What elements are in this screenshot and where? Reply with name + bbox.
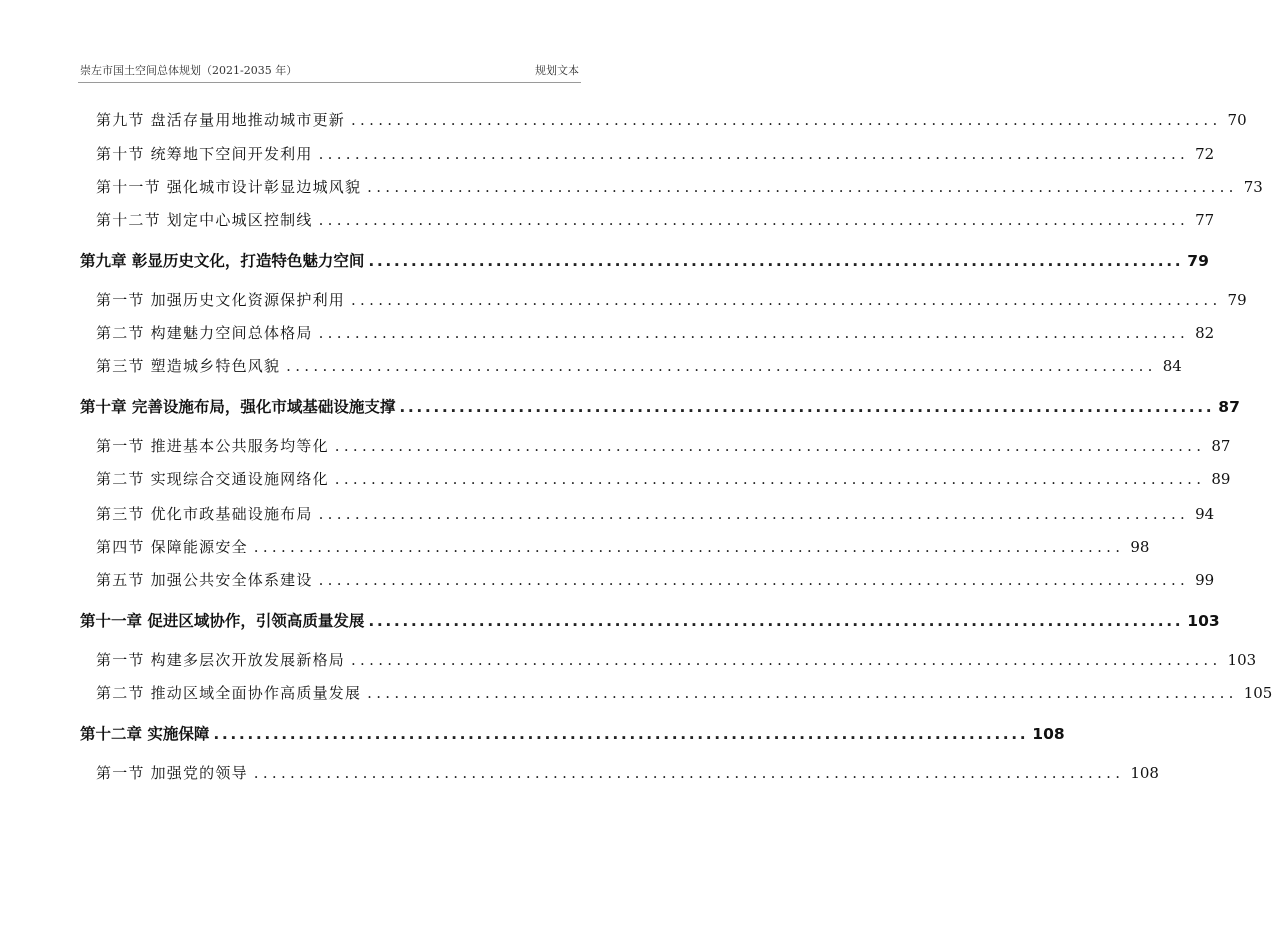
toc-entry-page: 87 xyxy=(1211,437,1231,455)
toc-entry-page: 84 xyxy=(1162,357,1182,375)
toc-entry[interactable] xyxy=(96,468,1231,490)
toc-entry-title: 第十一节 强化城市设计彰显边城风貌 xyxy=(96,178,362,196)
toc-entry[interactable] xyxy=(96,355,1182,377)
toc-chapter-entry[interactable] xyxy=(80,396,1240,418)
toc-entry-page: 72 xyxy=(1195,145,1215,163)
document-title: 崇左市国土空间总体规划（2021-2035 年） xyxy=(80,64,298,77)
toc-entry[interactable] xyxy=(96,536,1150,558)
toc-entry[interactable] xyxy=(96,109,1247,131)
toc-entry-page: 99 xyxy=(1195,571,1215,589)
toc-entry-title: 第五节 加强公共安全体系建设 xyxy=(96,571,313,589)
document-type: 规划文本 xyxy=(535,64,579,77)
toc-entry-page: 108 xyxy=(1130,764,1159,782)
toc-entry-title: 第一节 推进基本公共服务均等化 xyxy=(96,437,329,455)
toc-entry-title: 第一节 加强党的领导 xyxy=(96,764,248,782)
toc-entry-title: 第二节 推动区域全面协作高质量发展 xyxy=(96,684,362,702)
toc-entry-page: 103 xyxy=(1227,651,1257,669)
toc-entry-page: 77 xyxy=(1195,211,1215,229)
toc-entry[interactable] xyxy=(96,289,1247,311)
toc-leader-dots: ................................................................................................ xyxy=(318,505,1190,523)
toc-leader-dots: ................................................................................................ xyxy=(350,291,1222,309)
toc-entry-title: 第三节 塑造城乡特色风貌 xyxy=(96,357,281,375)
toc-chapter-page: 87 xyxy=(1218,398,1240,416)
toc-chapter-page: 108 xyxy=(1032,725,1065,743)
toc-leader-dots: ................................................................................................ xyxy=(318,324,1190,342)
toc-entry-title: 第九节 盘活存量用地推动城市更新 xyxy=(96,111,345,129)
toc-entry[interactable] xyxy=(96,503,1215,525)
toc-entry-title: 第二节 构建魅力空间总体格局 xyxy=(96,324,313,342)
toc-leader-dots: ................................................................................................ xyxy=(334,437,1206,455)
toc-entry[interactable] xyxy=(96,435,1231,457)
toc-entry-title: 第三节 优化市政基础设施布局 xyxy=(96,505,313,523)
toc-leader-dots: ................................................................................................ xyxy=(350,111,1222,129)
toc-entry-title: 第十二节 划定中心城区控制线 xyxy=(96,211,313,229)
toc-chapter-title: 第十章 完善设施布局，强化市域基础设施支撑 xyxy=(80,398,396,416)
toc-leader-dots: ................................................................................................ xyxy=(368,252,1184,270)
toc-leader-dots: ................................................................................................ xyxy=(318,145,1190,163)
toc-leader-dots: ................................................................................................ xyxy=(368,612,1184,630)
toc-chapter-title: 第十二章 实施保障 xyxy=(80,725,210,743)
toc-entry[interactable] xyxy=(96,322,1215,344)
header-divider xyxy=(78,82,581,83)
toc-entry-title: 第四节 保障能源安全 xyxy=(96,538,248,556)
toc-leader-dots: ................................................................................................ xyxy=(367,684,1238,702)
toc-chapter-page: 79 xyxy=(1187,252,1209,270)
toc-leader-dots: ................................................................................................ xyxy=(334,470,1206,488)
toc-entry-page: 79 xyxy=(1227,291,1247,309)
toc-entry[interactable] xyxy=(96,209,1215,231)
toc-entry[interactable] xyxy=(96,176,1263,198)
toc-entry[interactable] xyxy=(96,143,1215,165)
toc-entry-page: 70 xyxy=(1227,111,1247,129)
page-header xyxy=(80,62,579,78)
toc-chapter-entry[interactable] xyxy=(80,723,1065,745)
toc-chapter-entry[interactable] xyxy=(80,610,1220,632)
toc-chapter-entry[interactable] xyxy=(80,250,1209,272)
toc-entry-title: 第一节 构建多层次开放发展新格局 xyxy=(96,651,345,669)
toc-chapter-title: 第十一章 促进区域协作，引领高质量发展 xyxy=(80,612,365,630)
toc-leader-dots: ................................................................................................ xyxy=(318,211,1190,229)
toc-leader-dots: ................................................................................................ xyxy=(286,357,1157,375)
toc-leader-dots: ................................................................................................ xyxy=(350,651,1222,669)
toc-entry[interactable] xyxy=(96,569,1215,591)
toc-leader-dots: ................................................................................................ xyxy=(253,764,1125,782)
toc-leader-dots: ................................................................................................ xyxy=(367,178,1238,196)
toc-entry-title: 第一节 加强历史文化资源保护利用 xyxy=(96,291,345,309)
toc-entry[interactable] xyxy=(96,649,1257,671)
toc-leader-dots: ................................................................................................ xyxy=(213,725,1029,743)
toc-entry-page: 94 xyxy=(1195,505,1215,523)
toc-chapter-title: 第九章 彰显历史文化，打造特色魅力空间 xyxy=(80,252,365,270)
toc-leader-dots: ................................................................................................ xyxy=(399,398,1215,416)
toc-entry-page: 98 xyxy=(1130,538,1150,556)
toc-chapter-page: 103 xyxy=(1187,612,1220,630)
toc-entry-page: 82 xyxy=(1195,324,1215,342)
toc-entry-page: 89 xyxy=(1211,470,1231,488)
toc-entry-page: 105 xyxy=(1243,684,1272,702)
toc-entry[interactable] xyxy=(96,762,1159,784)
toc-entry-title: 第二节 实现综合交通设施网络化 xyxy=(96,470,329,488)
toc-leader-dots: ................................................................................................ xyxy=(253,538,1125,556)
toc-leader-dots: ................................................................................................ xyxy=(318,571,1190,589)
toc-entry[interactable] xyxy=(96,682,1272,704)
toc-entry-title: 第十节 统筹地下空间开发利用 xyxy=(96,145,313,163)
toc-entry-page: 73 xyxy=(1243,178,1263,196)
